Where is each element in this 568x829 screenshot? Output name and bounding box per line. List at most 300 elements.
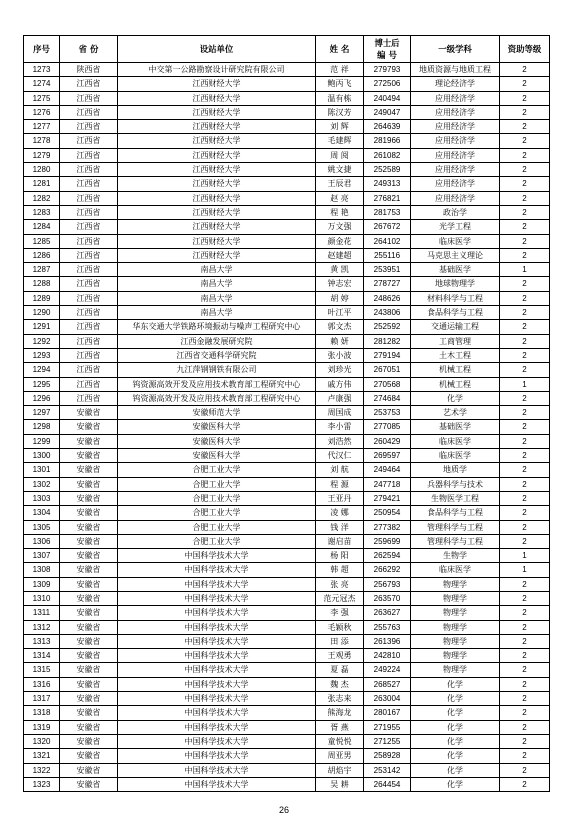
- province-cell: 安徽省: [60, 506, 118, 520]
- province-cell: 安徽省: [60, 577, 118, 591]
- funding-level-cell: 2: [500, 91, 550, 105]
- table-row: [24, 191, 550, 205]
- discipline-cell: 基础医学: [411, 263, 500, 277]
- serial-no-cell: 1303: [24, 491, 60, 505]
- table-row: [24, 348, 550, 362]
- discipline-cell: 临床医学: [411, 563, 500, 577]
- name-cell: 韩 超: [316, 563, 364, 577]
- province-cell: 安徽省: [60, 563, 118, 577]
- postdoc-number-cell: 277382: [364, 520, 411, 534]
- name-cell: 田 添: [316, 634, 364, 648]
- discipline-cell: 物理学: [411, 620, 500, 634]
- serial-no-cell: 1273: [24, 63, 60, 77]
- name-cell: 颜金花: [316, 234, 364, 248]
- serial-no-cell: 1304: [24, 506, 60, 520]
- name-cell: 杨 阳: [316, 549, 364, 563]
- serial-no-cell: 1294: [24, 363, 60, 377]
- discipline-cell: 化学: [411, 749, 500, 763]
- postdoc-number-cell: 281966: [364, 134, 411, 148]
- discipline-cell: 应用经济学: [411, 91, 500, 105]
- table-row: [24, 763, 550, 777]
- host-unit-cell: 中国科学技术大学: [118, 620, 316, 634]
- host-unit-cell: 合肥工业大学: [118, 491, 316, 505]
- discipline-cell: 地球物理学: [411, 277, 500, 291]
- table-row: [24, 434, 550, 448]
- discipline-cell: 马克思主义理论: [411, 248, 500, 262]
- serial-no-cell: 1285: [24, 234, 60, 248]
- name-cell: 陈汉芳: [316, 105, 364, 119]
- funding-level-cell: 1: [500, 549, 550, 563]
- discipline-cell: 物理学: [411, 663, 500, 677]
- name-cell: 胥 燕: [316, 720, 364, 734]
- province-cell: 江西省: [60, 91, 118, 105]
- funding-level-cell: 2: [500, 734, 550, 748]
- table-row: [24, 334, 550, 348]
- province-cell: 安徽省: [60, 420, 118, 434]
- funding-level-cell: 2: [500, 506, 550, 520]
- table-row: [24, 391, 550, 405]
- serial-no-cell: 1292: [24, 334, 60, 348]
- postdoc-number-cell: 263627: [364, 606, 411, 620]
- postdoc-number-cell: 264102: [364, 234, 411, 248]
- host-unit-cell: 江西财经大学: [118, 77, 316, 91]
- discipline-cell: 应用经济学: [411, 163, 500, 177]
- serial-no-cell: 1321: [24, 749, 60, 763]
- serial-no-cell: 1301: [24, 463, 60, 477]
- serial-no-cell: 1277: [24, 120, 60, 134]
- host-unit-cell: 安徽医科大学: [118, 434, 316, 448]
- funding-level-cell: 2: [500, 63, 550, 77]
- funding-level-cell: 2: [500, 449, 550, 463]
- funding-level-cell: 2: [500, 334, 550, 348]
- host-unit-cell: 江西省交通科学研究院: [118, 348, 316, 362]
- serial-no-cell: 1288: [24, 277, 60, 291]
- postdoc-number-cell: 281753: [364, 205, 411, 219]
- serial-no-cell: 1276: [24, 105, 60, 119]
- postdoc-number-cell: 240494: [364, 91, 411, 105]
- host-unit-cell: 中国科学技术大学: [118, 663, 316, 677]
- host-unit-cell: 江西财经大学: [118, 163, 316, 177]
- host-unit-cell: 江西财经大学: [118, 105, 316, 119]
- host-unit-cell: 中国科学技术大学: [118, 649, 316, 663]
- postdoc-number-cell: 247718: [364, 477, 411, 491]
- discipline-cell: 基础医学: [411, 420, 500, 434]
- funding-level-cell: 2: [500, 134, 550, 148]
- postdoc-number-cell: 253753: [364, 406, 411, 420]
- host-unit-cell: 中国科学技术大学: [118, 777, 316, 791]
- discipline-cell: 管理科学与工程: [411, 534, 500, 548]
- postdoc-number-cell: 253951: [364, 263, 411, 277]
- province-cell: 江西省: [60, 363, 118, 377]
- name-cell: 毛建辉: [316, 134, 364, 148]
- funding-level-cell: 2: [500, 577, 550, 591]
- province-cell: 江西省: [60, 134, 118, 148]
- name-cell: 范元冠杰: [316, 591, 364, 605]
- province-cell: 安徽省: [60, 634, 118, 648]
- postdoc-number-cell: 249224: [364, 663, 411, 677]
- table-row: [24, 63, 550, 77]
- funding-level-cell: 2: [500, 248, 550, 262]
- province-cell: 江西省: [60, 105, 118, 119]
- serial-no-cell: 1306: [24, 534, 60, 548]
- postdoc-number-cell: 259699: [364, 534, 411, 548]
- host-unit-cell: 南昌大学: [118, 277, 316, 291]
- name-cell: 刘 航: [316, 463, 364, 477]
- funding-level-cell: 2: [500, 148, 550, 162]
- discipline-cell: 化学: [411, 706, 500, 720]
- discipline-cell: 临床医学: [411, 434, 500, 448]
- name-cell: 赵 亮: [316, 191, 364, 205]
- table-row: [24, 534, 550, 548]
- serial-no-cell: 1289: [24, 291, 60, 305]
- host-unit-cell: 江西财经大学: [118, 148, 316, 162]
- name-cell: 王观勇: [316, 649, 364, 663]
- table-row: [24, 263, 550, 277]
- funding-level-cell: 2: [500, 763, 550, 777]
- table-row: [24, 291, 550, 305]
- postdoc-number-cell: 255763: [364, 620, 411, 634]
- discipline-cell: 化学: [411, 391, 500, 405]
- serial-no-cell: 1286: [24, 248, 60, 262]
- name-cell: 张小波: [316, 348, 364, 362]
- table-row: [24, 734, 550, 748]
- discipline-cell: 土木工程: [411, 348, 500, 362]
- discipline-cell: 物理学: [411, 577, 500, 591]
- serial-no-cell: 1315: [24, 663, 60, 677]
- funding-level-cell: 2: [500, 706, 550, 720]
- discipline-cell: 食品科学与工程: [411, 506, 500, 520]
- name-cell: 张志来: [316, 692, 364, 706]
- postdoc-number-cell: 264454: [364, 777, 411, 791]
- table-row: [24, 177, 550, 191]
- serial-no-cell: 1296: [24, 391, 60, 405]
- name-cell: 黄 凯: [316, 263, 364, 277]
- province-cell: 江西省: [60, 163, 118, 177]
- province-cell: 江西省: [60, 177, 118, 191]
- host-unit-cell: 中国科学技术大学: [118, 677, 316, 691]
- discipline-cell: 物理学: [411, 606, 500, 620]
- funding-level-cell: 2: [500, 649, 550, 663]
- discipline-cell: 兵器科学与技术: [411, 477, 500, 491]
- name-cell: 赖 妍: [316, 334, 364, 348]
- serial-no-cell: 1280: [24, 163, 60, 177]
- postdoc-number-cell: 281282: [364, 334, 411, 348]
- discipline-cell: 政治学: [411, 205, 500, 219]
- funding-level-cell: 2: [500, 406, 550, 420]
- table-row: [24, 606, 550, 620]
- name-cell: 魏 杰: [316, 677, 364, 691]
- host-unit-cell: 中国科学技术大学: [118, 706, 316, 720]
- name-cell: 戚方伟: [316, 377, 364, 391]
- header-postdoc-number: 博士后 编 号: [364, 36, 411, 63]
- table-row: [24, 649, 550, 663]
- serial-no-cell: 1305: [24, 520, 60, 534]
- postdoc-number-cell: 242810: [364, 649, 411, 663]
- province-cell: 安徽省: [60, 663, 118, 677]
- serial-no-cell: 1314: [24, 649, 60, 663]
- funding-level-cell: 2: [500, 434, 550, 448]
- serial-no-cell: 1312: [24, 620, 60, 634]
- funding-level-cell: 2: [500, 306, 550, 320]
- name-cell: 姚文捷: [316, 163, 364, 177]
- serial-no-cell: 1319: [24, 720, 60, 734]
- serial-no-cell: 1318: [24, 706, 60, 720]
- header-name: 姓 名: [316, 36, 364, 63]
- host-unit-cell: 合肥工业大学: [118, 534, 316, 548]
- province-cell: 安徽省: [60, 706, 118, 720]
- name-cell: 李小雷: [316, 420, 364, 434]
- table-row: [24, 120, 550, 134]
- postdoc-number-cell: 258928: [364, 749, 411, 763]
- province-cell: 安徽省: [60, 449, 118, 463]
- funding-level-cell: 2: [500, 163, 550, 177]
- name-cell: 刘浩然: [316, 434, 364, 448]
- funding-level-cell: 2: [500, 463, 550, 477]
- host-unit-cell: 合肥工业大学: [118, 477, 316, 491]
- province-cell: 江西省: [60, 234, 118, 248]
- discipline-cell: 化学: [411, 677, 500, 691]
- host-unit-cell: 中国科学技术大学: [118, 749, 316, 763]
- province-cell: 安徽省: [60, 649, 118, 663]
- header-serial-no: 序号: [24, 36, 60, 63]
- name-cell: 温有栋: [316, 91, 364, 105]
- discipline-cell: 理论经济学: [411, 77, 500, 91]
- postdoc-number-cell: 269597: [364, 449, 411, 463]
- host-unit-cell: 中国科学技术大学: [118, 763, 316, 777]
- postdoc-number-cell: 276821: [364, 191, 411, 205]
- serial-no-cell: 1287: [24, 263, 60, 277]
- table-row: [24, 91, 550, 105]
- funding-level-cell: 2: [500, 491, 550, 505]
- serial-no-cell: 1284: [24, 220, 60, 234]
- postdoc-number-cell: 266292: [364, 563, 411, 577]
- host-unit-cell: 合肥工业大学: [118, 463, 316, 477]
- funding-level-cell: 2: [500, 520, 550, 534]
- province-cell: 陕西省: [60, 63, 118, 77]
- province-cell: 江西省: [60, 348, 118, 362]
- discipline-cell: 临床医学: [411, 234, 500, 248]
- postdoc-number-cell: 272506: [364, 77, 411, 91]
- postdoc-number-cell: 249464: [364, 463, 411, 477]
- postdoc-number-cell: 260429: [364, 434, 411, 448]
- postdoc-number-cell: 274684: [364, 391, 411, 405]
- funding-level-cell: 2: [500, 534, 550, 548]
- table-row: [24, 549, 550, 563]
- province-cell: 江西省: [60, 320, 118, 334]
- table-header-row: [24, 36, 550, 63]
- host-unit-cell: 安徽医科大学: [118, 420, 316, 434]
- discipline-cell: 生物医学工程: [411, 491, 500, 505]
- funding-level-cell: 2: [500, 205, 550, 219]
- serial-no-cell: 1309: [24, 577, 60, 591]
- serial-no-cell: 1316: [24, 677, 60, 691]
- funding-level-cell: 2: [500, 620, 550, 634]
- funding-level-cell: 2: [500, 177, 550, 191]
- discipline-cell: 应用经济学: [411, 134, 500, 148]
- postdoc-number-cell: 267672: [364, 220, 411, 234]
- table-row: [24, 620, 550, 634]
- host-unit-cell: 钨资源高效开发及应用技术教育部工程研究中心: [118, 377, 316, 391]
- postdoc-number-cell: 279421: [364, 491, 411, 505]
- province-cell: 安徽省: [60, 463, 118, 477]
- discipline-cell: 生物学: [411, 549, 500, 563]
- discipline-cell: 食品科学与工程: [411, 306, 500, 320]
- table-body: [24, 63, 550, 792]
- serial-no-cell: 1299: [24, 434, 60, 448]
- table-row: [24, 463, 550, 477]
- postdoc-number-cell: 261082: [364, 148, 411, 162]
- host-unit-cell: 江西财经大学: [118, 91, 316, 105]
- table-row: [24, 406, 550, 420]
- header-funding-level: 资助等级: [500, 36, 550, 63]
- province-cell: 安徽省: [60, 749, 118, 763]
- name-cell: 鲍丙飞: [316, 77, 364, 91]
- table-row: [24, 277, 550, 291]
- province-cell: 安徽省: [60, 520, 118, 534]
- host-unit-cell: 中国科学技术大学: [118, 577, 316, 591]
- name-cell: 王亚丹: [316, 491, 364, 505]
- host-unit-cell: 江西财经大学: [118, 220, 316, 234]
- province-cell: 安徽省: [60, 734, 118, 748]
- table-row: [24, 320, 550, 334]
- name-cell: 叶江平: [316, 306, 364, 320]
- postdoc-number-cell: 268527: [364, 677, 411, 691]
- postdoc-number-cell: 279793: [364, 63, 411, 77]
- postdoc-number-cell: 280167: [364, 706, 411, 720]
- funding-level-cell: 2: [500, 634, 550, 648]
- province-cell: 安徽省: [60, 720, 118, 734]
- name-cell: 刘 辉: [316, 120, 364, 134]
- discipline-cell: 地质学: [411, 463, 500, 477]
- serial-no-cell: 1295: [24, 377, 60, 391]
- host-unit-cell: 中国科学技术大学: [118, 606, 316, 620]
- funding-level-cell: 1: [500, 563, 550, 577]
- page-number: 26: [278, 805, 289, 815]
- host-unit-cell: 江西财经大学: [118, 191, 316, 205]
- host-unit-cell: 安徽师范大学: [118, 406, 316, 420]
- serial-no-cell: 1322: [24, 763, 60, 777]
- name-cell: 郭文杰: [316, 320, 364, 334]
- host-unit-cell: 南昌大学: [118, 306, 316, 320]
- name-cell: 夏 磊: [316, 663, 364, 677]
- table-row: [24, 420, 550, 434]
- name-cell: 赵建超: [316, 248, 364, 262]
- postdoc-number-cell: 261396: [364, 634, 411, 648]
- table-row: [24, 77, 550, 91]
- province-cell: 江西省: [60, 291, 118, 305]
- serial-no-cell: 1281: [24, 177, 60, 191]
- discipline-cell: 工商管理: [411, 334, 500, 348]
- discipline-cell: 化学: [411, 777, 500, 791]
- postdoc-number-cell: 264639: [364, 120, 411, 134]
- header-host-unit: 设站单位: [118, 36, 316, 63]
- postdoc-number-cell: 271955: [364, 720, 411, 734]
- host-unit-cell: 中国科学技术大学: [118, 591, 316, 605]
- discipline-cell: 化学: [411, 720, 500, 734]
- funding-level-cell: 2: [500, 277, 550, 291]
- table-row: [24, 377, 550, 391]
- province-cell: 江西省: [60, 120, 118, 134]
- name-cell: 周亚男: [316, 749, 364, 763]
- discipline-cell: 交通运输工程: [411, 320, 500, 334]
- province-cell: 江西省: [60, 377, 118, 391]
- province-cell: 安徽省: [60, 620, 118, 634]
- serial-no-cell: 1308: [24, 563, 60, 577]
- discipline-cell: 艺术学: [411, 406, 500, 420]
- postdoc-number-cell: 248626: [364, 291, 411, 305]
- postdoc-number-cell: 270568: [364, 377, 411, 391]
- discipline-cell: 应用经济学: [411, 105, 500, 119]
- postdoc-number-cell: 252589: [364, 163, 411, 177]
- discipline-cell: 应用经济学: [411, 120, 500, 134]
- province-cell: 安徽省: [60, 549, 118, 563]
- funding-level-cell: 2: [500, 720, 550, 734]
- host-unit-cell: 中国科学技术大学: [118, 734, 316, 748]
- province-cell: 安徽省: [60, 534, 118, 548]
- host-unit-cell: 中国科学技术大学: [118, 692, 316, 706]
- table-row: [24, 105, 550, 119]
- name-cell: 毛颖秋: [316, 620, 364, 634]
- discipline-cell: 化学: [411, 763, 500, 777]
- table-row: [24, 591, 550, 605]
- table-row: [24, 563, 550, 577]
- table-row: [24, 506, 550, 520]
- funding-level-cell: 2: [500, 477, 550, 491]
- name-cell: 吴 耕: [316, 777, 364, 791]
- discipline-cell: 机械工程: [411, 363, 500, 377]
- table-row: [24, 706, 550, 720]
- postdoc-number-cell: 271255: [364, 734, 411, 748]
- province-cell: 江西省: [60, 391, 118, 405]
- serial-no-cell: 1274: [24, 77, 60, 91]
- province-cell: 江西省: [60, 306, 118, 320]
- name-cell: 谢启苗: [316, 534, 364, 548]
- serial-no-cell: 1300: [24, 449, 60, 463]
- host-unit-cell: 中交第一公路勘察设计研究院有限公司: [118, 63, 316, 77]
- province-cell: 安徽省: [60, 491, 118, 505]
- funding-level-cell: 2: [500, 677, 550, 691]
- funding-level-cell: 2: [500, 391, 550, 405]
- table-row: [24, 363, 550, 377]
- name-cell: 万文强: [316, 220, 364, 234]
- table-row: [24, 205, 550, 219]
- name-cell: 胡 婷: [316, 291, 364, 305]
- province-cell: 安徽省: [60, 777, 118, 791]
- table-row: [24, 749, 550, 763]
- host-unit-cell: 江西财经大学: [118, 205, 316, 219]
- discipline-cell: 材料科学与工程: [411, 291, 500, 305]
- funding-level-cell: 2: [500, 663, 550, 677]
- name-cell: 钟志宏: [316, 277, 364, 291]
- funding-level-cell: 2: [500, 348, 550, 362]
- province-cell: 安徽省: [60, 434, 118, 448]
- name-cell: 程 源: [316, 477, 364, 491]
- name-cell: 胡焰宇: [316, 763, 364, 777]
- table-row: [24, 220, 550, 234]
- name-cell: 王辰君: [316, 177, 364, 191]
- funding-level-cell: 2: [500, 105, 550, 119]
- serial-no-cell: 1282: [24, 191, 60, 205]
- serial-no-cell: 1275: [24, 91, 60, 105]
- table-row: [24, 306, 550, 320]
- name-cell: 周 阅: [316, 148, 364, 162]
- postdoc-number-cell: 256793: [364, 577, 411, 591]
- host-unit-cell: 安徽医科大学: [118, 449, 316, 463]
- discipline-cell: 物理学: [411, 591, 500, 605]
- discipline-cell: 光学工程: [411, 220, 500, 234]
- funding-level-cell: 2: [500, 191, 550, 205]
- province-cell: 江西省: [60, 205, 118, 219]
